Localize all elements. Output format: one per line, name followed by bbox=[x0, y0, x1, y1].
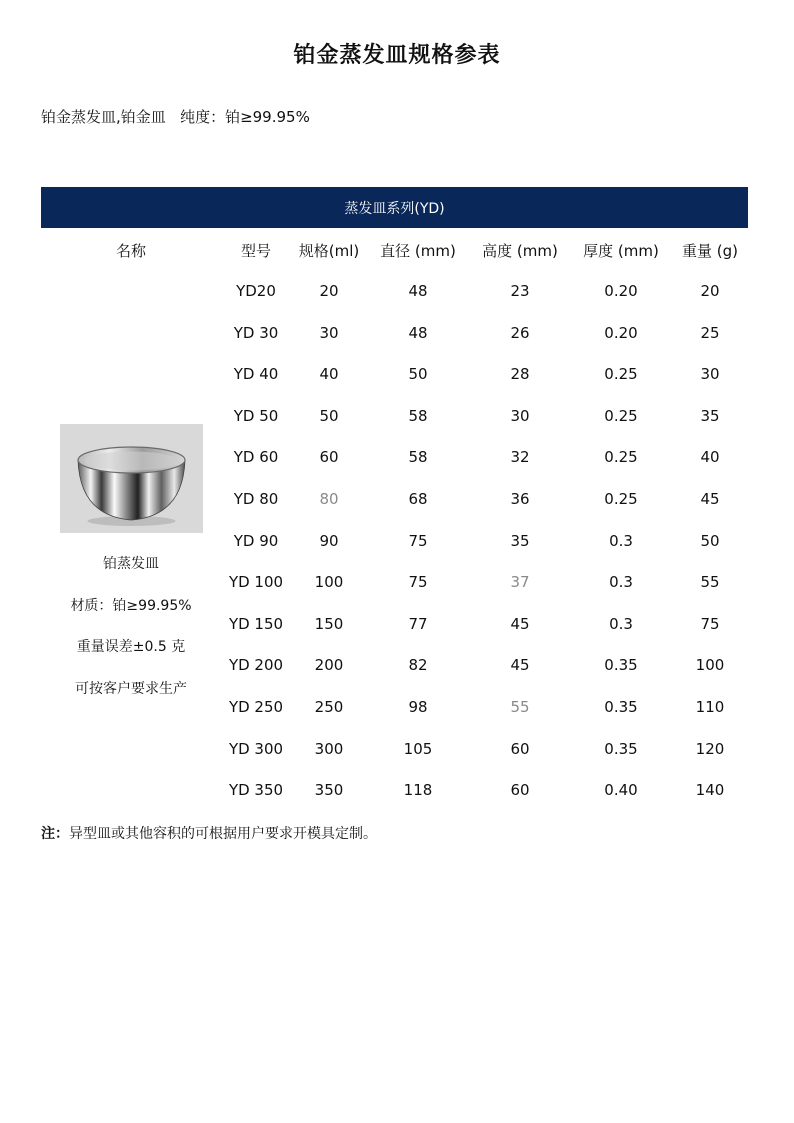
cell-thickness: 0.3 bbox=[609, 614, 633, 633]
header-diameter: 直径 (mm) bbox=[380, 242, 456, 260]
cell-height: 60 bbox=[510, 781, 530, 800]
cell-model: YD 300 bbox=[228, 739, 284, 758]
cell-thickness: 0.25 bbox=[604, 490, 638, 508]
cell-weight: 140 bbox=[695, 781, 725, 800]
cell-weight: 55 bbox=[700, 573, 720, 592]
cell-capacity: 300 bbox=[314, 739, 344, 758]
cell-capacity: 50 bbox=[319, 406, 339, 425]
cell-capacity: 80 bbox=[319, 490, 339, 508]
cell-weight: 25 bbox=[700, 323, 720, 342]
cell-height: 45 bbox=[510, 656, 530, 675]
cell-model: YD 200 bbox=[228, 656, 284, 675]
cell-model: YD 80 bbox=[233, 490, 279, 508]
cell-thickness: 0.25 bbox=[604, 406, 638, 425]
cell-weight: 100 bbox=[695, 656, 725, 675]
product-name: 铂蒸发皿 bbox=[103, 556, 159, 572]
cell-diameter: 82 bbox=[408, 656, 428, 675]
cell-diameter: 58 bbox=[408, 448, 428, 467]
cell-height: 55 bbox=[510, 698, 530, 716]
cell-model: YD20 bbox=[236, 282, 276, 300]
cell-model: YD 250 bbox=[228, 698, 284, 716]
product-custom-note: 可按客户要求生产 bbox=[75, 681, 187, 697]
cell-weight: 35 bbox=[700, 406, 720, 425]
cell-capacity: 60 bbox=[319, 448, 339, 467]
header-weight: 重量 (g) bbox=[682, 242, 738, 260]
cell-weight: 40 bbox=[700, 448, 720, 467]
cell-weight: 75 bbox=[700, 614, 720, 633]
cell-model: YD 150 bbox=[228, 614, 284, 633]
product-photo bbox=[60, 424, 203, 533]
series-label: 蒸发皿系列(YD) bbox=[344, 200, 445, 217]
footnote-text: 异型皿或其他容积的可根据用户要求开模具定制。 bbox=[69, 826, 377, 842]
cell-capacity: 250 bbox=[314, 698, 344, 716]
footnote bbox=[41, 823, 377, 843]
cell-thickness: 0.35 bbox=[604, 739, 638, 758]
cell-height: 28 bbox=[510, 365, 530, 384]
cell-height: 60 bbox=[510, 739, 530, 758]
cell-thickness: 0.40 bbox=[604, 781, 638, 800]
cell-thickness: 0.3 bbox=[609, 531, 633, 550]
header-capacity: 规格(ml) bbox=[298, 242, 360, 260]
cell-thickness: 0.25 bbox=[604, 448, 638, 467]
cell-weight: 110 bbox=[695, 698, 725, 716]
cell-thickness: 0.35 bbox=[604, 656, 638, 675]
cell-weight: 30 bbox=[700, 365, 720, 384]
cell-model: YD 100 bbox=[228, 573, 284, 592]
cell-capacity: 100 bbox=[314, 573, 344, 592]
cell-height: 26 bbox=[510, 323, 530, 342]
cell-thickness: 0.3 bbox=[609, 573, 633, 592]
cell-diameter: 48 bbox=[408, 323, 428, 342]
intro-line: 铂金蒸发皿,铂金皿 纯度：铂≥99.95% bbox=[41, 108, 310, 126]
cell-model: YD 60 bbox=[233, 448, 279, 467]
cell-model: YD 50 bbox=[233, 406, 279, 425]
cell-model: YD 30 bbox=[233, 323, 279, 342]
cell-weight: 20 bbox=[700, 282, 720, 300]
cell-height: 35 bbox=[510, 531, 530, 550]
cell-diameter: 75 bbox=[408, 531, 428, 550]
cell-weight: 45 bbox=[700, 490, 720, 508]
product-material: 材质：铂≥99.95% bbox=[70, 598, 192, 614]
cell-diameter: 77 bbox=[408, 614, 428, 633]
cell-height: 45 bbox=[510, 614, 530, 633]
cell-capacity: 90 bbox=[319, 531, 339, 550]
cell-height: 36 bbox=[510, 490, 530, 508]
cell-capacity: 150 bbox=[314, 614, 344, 633]
cell-thickness: 0.25 bbox=[604, 365, 638, 384]
header-height: 高度 (mm) bbox=[482, 242, 558, 260]
cell-height: 30 bbox=[510, 406, 530, 425]
cell-thickness: 0.20 bbox=[604, 323, 638, 342]
cell-diameter: 118 bbox=[403, 781, 433, 800]
footnote-prefix: 注： bbox=[41, 826, 69, 842]
cell-model: YD 350 bbox=[228, 781, 284, 800]
cell-height: 37 bbox=[510, 573, 530, 592]
cell-capacity: 200 bbox=[314, 656, 344, 675]
cell-model: YD 90 bbox=[233, 531, 279, 550]
cell-diameter: 75 bbox=[408, 573, 428, 592]
evaporating-dish-image bbox=[60, 424, 203, 533]
header-model: 型号 bbox=[240, 242, 272, 260]
cell-diameter: 68 bbox=[408, 490, 428, 508]
cell-height: 23 bbox=[510, 282, 530, 300]
cell-weight: 50 bbox=[700, 531, 720, 550]
cell-model: YD 40 bbox=[233, 365, 279, 384]
header-thickness: 厚度 (mm) bbox=[583, 242, 659, 260]
cell-diameter: 98 bbox=[408, 698, 428, 716]
cell-capacity: 30 bbox=[319, 323, 339, 342]
page-title: 铂金蒸发皿规格参表 bbox=[293, 43, 501, 68]
header-name: 名称 bbox=[115, 242, 147, 260]
cell-diameter: 50 bbox=[408, 365, 428, 384]
cell-capacity: 350 bbox=[314, 781, 344, 800]
product-tolerance: 重量误差±0.5 克 bbox=[76, 639, 186, 655]
cell-diameter: 105 bbox=[403, 739, 433, 758]
series-header-bar bbox=[41, 187, 748, 228]
cell-thickness: 0.20 bbox=[604, 282, 638, 300]
cell-thickness: 0.35 bbox=[604, 698, 638, 716]
cell-diameter: 58 bbox=[408, 406, 428, 425]
cell-capacity: 40 bbox=[319, 365, 339, 384]
cell-weight: 120 bbox=[695, 739, 725, 758]
cell-capacity: 20 bbox=[319, 282, 339, 300]
cell-diameter: 48 bbox=[408, 282, 428, 300]
cell-height: 32 bbox=[510, 448, 530, 467]
